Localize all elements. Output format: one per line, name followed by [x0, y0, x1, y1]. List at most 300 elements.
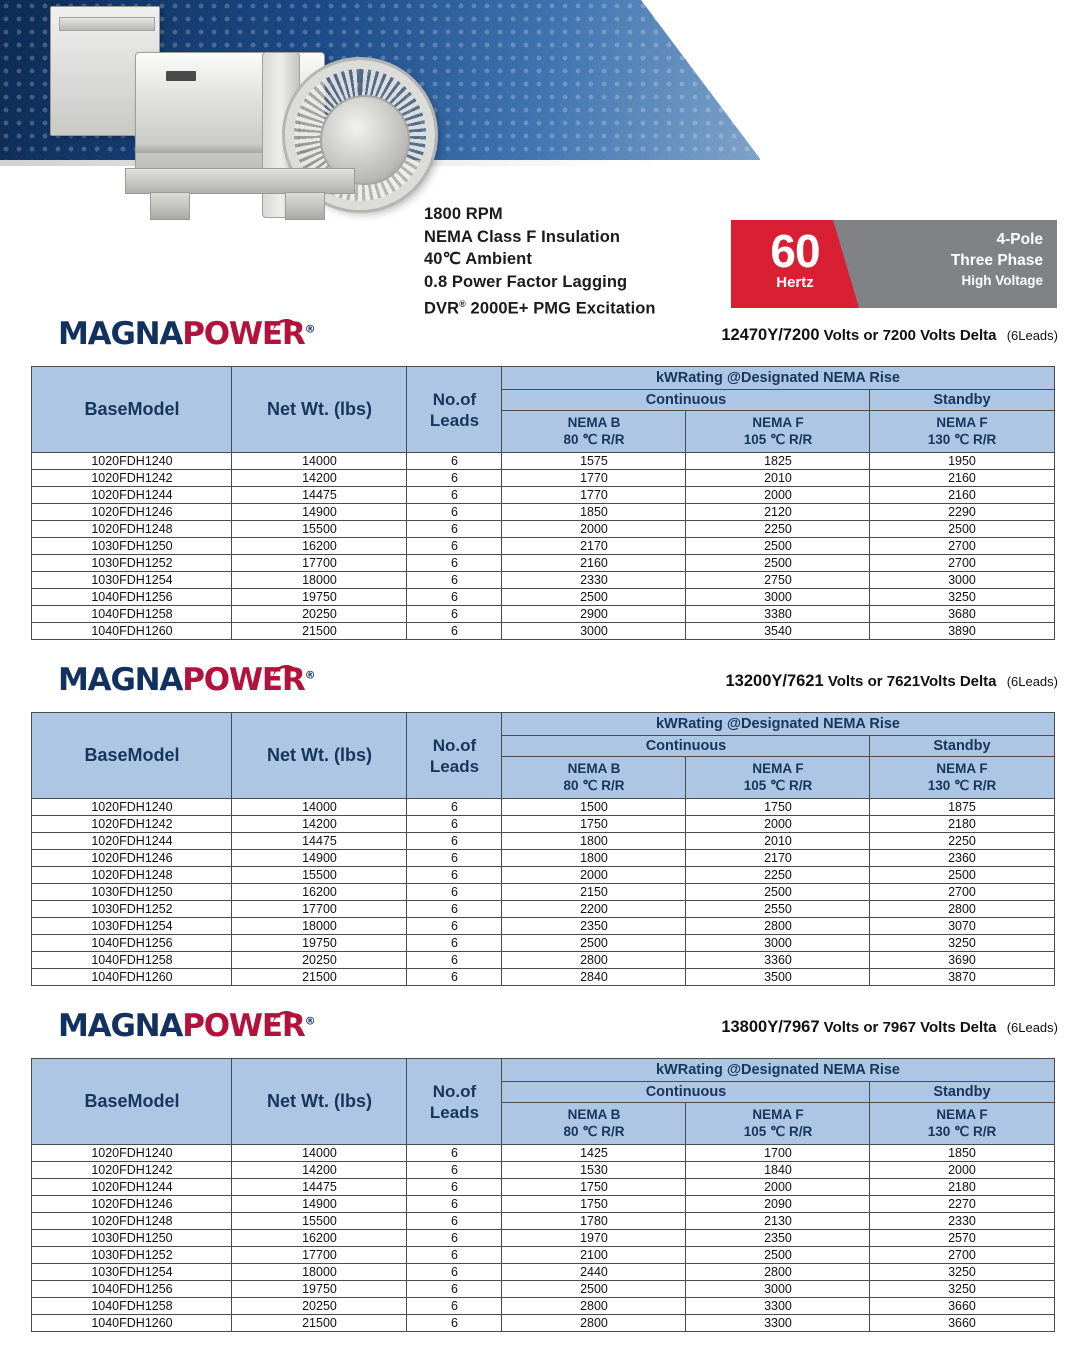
magnapower-logo-2	[58, 662, 314, 698]
voltage-value-3: 13800Y/7967	[721, 1018, 820, 1036]
cell-nema-f-standby: 2700	[870, 555, 1054, 572]
th-standby-1: Standby	[870, 390, 1054, 411]
cell-leads: 6	[407, 1247, 502, 1264]
cell-base-model: 1040FDH1260	[32, 1315, 232, 1332]
table-row	[32, 1213, 1054, 1230]
table-row	[32, 935, 1054, 952]
cell-base-model: 1030FDH1252	[32, 1247, 232, 1264]
cell-nema-b: 2150	[502, 884, 686, 901]
th-kw-rating-3: kWRating @Designated NEMA Rise	[502, 1059, 1054, 1082]
cell-net-weight: 16200	[232, 538, 407, 555]
th-base-model-3: BaseModel	[32, 1059, 232, 1145]
th-base-model-1: BaseModel	[32, 367, 232, 453]
cell-leads: 6	[407, 1315, 502, 1332]
voltage-rest-3: Volts or 7967 Volts Delta	[823, 1019, 997, 1036]
cell-leads: 6	[407, 935, 502, 952]
cell-base-model: 1030FDH1250	[32, 884, 232, 901]
cell-leads: 6	[407, 555, 502, 572]
ratings-table-2	[31, 712, 1054, 986]
cell-nema-f-continuous: 1825	[686, 453, 870, 470]
cell-nema-f-continuous: 1700	[686, 1145, 870, 1162]
cell-nema-f-standby: 2360	[870, 850, 1054, 867]
cell-nema-f-standby: 1875	[870, 799, 1054, 816]
cell-nema-f-continuous: 3500	[686, 969, 870, 986]
cell-base-model: 1030FDH1254	[32, 572, 232, 589]
cell-net-weight: 14900	[232, 504, 407, 521]
table-row	[32, 1196, 1054, 1213]
cell-nema-f-standby: 3660	[870, 1315, 1054, 1332]
cell-base-model: 1020FDH1244	[32, 833, 232, 850]
section-13800	[0, 1008, 1086, 1332]
cell-leads: 6	[407, 901, 502, 918]
cell-net-weight: 16200	[232, 1230, 407, 1247]
cell-nema-f-standby: 3660	[870, 1298, 1054, 1315]
cell-leads: 6	[407, 799, 502, 816]
section-13200	[0, 662, 1086, 986]
cell-nema-f-continuous: 2130	[686, 1213, 870, 1230]
cell-net-weight: 17700	[232, 901, 407, 918]
cell-leads: 6	[407, 816, 502, 833]
th-leads-line2-1: Leads	[429, 410, 480, 430]
cell-nema-b: 2170	[502, 538, 686, 555]
logo-text-magna: MAGNA	[58, 316, 183, 352]
cell-nema-b: 2800	[502, 952, 686, 969]
cell-leads: 6	[407, 850, 502, 867]
cell-net-weight: 16200	[232, 884, 407, 901]
th-nema-b-label-2: NEMA B	[567, 761, 621, 776]
cell-nema-b: 2440	[502, 1264, 686, 1281]
th-nema-b-sub-2: 80 ℃ R/R	[563, 778, 625, 793]
th-nema-f-sb-label-3: NEMA F	[936, 1107, 988, 1122]
cell-nema-b: 2500	[502, 1281, 686, 1298]
table-row	[32, 504, 1054, 521]
th-nema-f-cont-3	[686, 1103, 870, 1145]
cell-base-model: 1020FDH1248	[32, 521, 232, 538]
table-row	[32, 606, 1054, 623]
th-leads-line1-3: No.of	[432, 1081, 477, 1101]
cell-nema-f-continuous: 3540	[686, 623, 870, 640]
th-leads-line2-2: Leads	[429, 756, 480, 776]
cell-base-model: 1020FDH1240	[32, 453, 232, 470]
cell-nema-f-standby: 2700	[870, 884, 1054, 901]
leads-note-3: (6Leads)	[1006, 1020, 1058, 1035]
th-nema-f-sb-sub-1: 130 ℃ R/R	[927, 432, 997, 447]
cell-nema-b: 1970	[502, 1230, 686, 1247]
generator-foot-left	[150, 192, 190, 220]
cell-net-weight: 19750	[232, 589, 407, 606]
cell-leads: 6	[407, 1213, 502, 1230]
ratings-table-1	[31, 366, 1054, 640]
cell-nema-b: 2350	[502, 918, 686, 935]
cell-leads: 6	[407, 952, 502, 969]
th-nema-f-sb-label-1: NEMA F	[936, 415, 988, 430]
cell-base-model: 1040FDH1258	[32, 1298, 232, 1315]
cell-nema-b: 1425	[502, 1145, 686, 1162]
pole-count: 4-Pole	[996, 231, 1043, 248]
cell-leads: 6	[407, 833, 502, 850]
cell-leads: 6	[407, 1298, 502, 1315]
table-row	[32, 901, 1054, 918]
table-row	[32, 1315, 1054, 1332]
cell-nema-f-continuous: 2000	[686, 487, 870, 504]
table-row	[32, 1247, 1054, 1264]
th-leads-2	[407, 713, 502, 799]
cell-base-model: 1020FDH1248	[32, 867, 232, 884]
th-leads-3	[407, 1059, 502, 1145]
cell-nema-f-standby: 1950	[870, 453, 1054, 470]
cell-nema-f-standby: 2290	[870, 504, 1054, 521]
cell-base-model: 1030FDH1250	[32, 538, 232, 555]
th-kw-rating-2: kWRating @Designated NEMA Rise	[502, 713, 1054, 736]
cell-nema-f-standby: 3680	[870, 606, 1054, 623]
cell-leads: 6	[407, 884, 502, 901]
cell-nema-f-standby: 2000	[870, 1162, 1054, 1179]
cell-leads: 6	[407, 470, 502, 487]
th-nema-f-sb-sub-2: 130 ℃ R/R	[927, 778, 997, 793]
logo-text-power-2: POWER	[182, 662, 305, 698]
cell-nema-f-continuous: 2500	[686, 555, 870, 572]
table-row	[32, 1162, 1054, 1179]
cell-nema-f-standby: 2700	[870, 538, 1054, 555]
cell-base-model: 1040FDH1258	[32, 952, 232, 969]
th-continuous-2: Continuous	[502, 736, 870, 757]
cell-nema-b: 1750	[502, 816, 686, 833]
pole-badge	[859, 220, 1057, 308]
cell-nema-b: 2500	[502, 589, 686, 606]
cell-net-weight: 19750	[232, 935, 407, 952]
table-row	[32, 1298, 1054, 1315]
cell-base-model: 1020FDH1246	[32, 1196, 232, 1213]
cell-nema-f-continuous: 2120	[686, 504, 870, 521]
th-nema-b-label-1: NEMA B	[567, 415, 621, 430]
cell-nema-f-continuous: 3300	[686, 1315, 870, 1332]
cell-leads: 6	[407, 1196, 502, 1213]
cell-net-weight: 14200	[232, 816, 407, 833]
cell-nema-f-continuous: 3000	[686, 935, 870, 952]
cell-nema-f-standby: 2330	[870, 1213, 1054, 1230]
table-row	[32, 952, 1054, 969]
leads-note-1: (6Leads)	[1006, 328, 1058, 343]
generator-foot-right	[285, 192, 325, 220]
th-nema-f-cont-label-1: NEMA F	[752, 415, 804, 430]
cell-net-weight: 14475	[232, 1179, 407, 1196]
cell-nema-f-continuous: 2500	[686, 538, 870, 555]
th-nema-b-3	[502, 1103, 686, 1145]
table-row	[32, 969, 1054, 986]
cell-nema-f-standby: 2500	[870, 521, 1054, 538]
voltage-value-1: 12470Y/7200	[721, 326, 820, 344]
cell-net-weight: 19750	[232, 1281, 407, 1298]
cell-nema-f-standby: 2180	[870, 1179, 1054, 1196]
cell-nema-f-continuous: 2010	[686, 833, 870, 850]
cell-nema-b: 1770	[502, 470, 686, 487]
cell-nema-f-standby: 2500	[870, 867, 1054, 884]
cell-base-model: 1020FDH1242	[32, 1162, 232, 1179]
section-header-2	[0, 662, 1086, 712]
cell-nema-f-continuous: 3000	[686, 1281, 870, 1298]
cell-nema-f-continuous: 3300	[686, 1298, 870, 1315]
cell-nema-f-continuous: 2750	[686, 572, 870, 589]
voltage-rest-1: Volts or 7200 Volts Delta	[823, 327, 997, 344]
cell-leads: 6	[407, 572, 502, 589]
voltage-title-3	[721, 1018, 1058, 1037]
logo-registered-mark-3: ®	[304, 1014, 315, 1028]
table-row	[32, 1230, 1054, 1247]
section-header-3	[0, 1008, 1086, 1058]
th-leads-line1-2: No.of	[432, 735, 477, 755]
cell-net-weight: 14900	[232, 850, 407, 867]
cell-nema-f-standby: 3070	[870, 918, 1054, 935]
th-nema-f-cont-1	[686, 411, 870, 453]
cell-base-model: 1020FDH1248	[32, 1213, 232, 1230]
table-row	[32, 833, 1054, 850]
cell-net-weight: 14000	[232, 799, 407, 816]
cell-base-model: 1020FDH1242	[32, 816, 232, 833]
table-row	[32, 470, 1054, 487]
cell-base-model: 1030FDH1252	[32, 555, 232, 572]
phase-type: Three Phase	[950, 252, 1043, 269]
th-continuous-3: Continuous	[502, 1082, 870, 1103]
cell-nema-f-standby: 3890	[870, 623, 1054, 640]
cell-base-model: 1020FDH1246	[32, 504, 232, 521]
cell-net-weight: 15500	[232, 867, 407, 884]
cell-leads: 6	[407, 589, 502, 606]
cell-nema-f-standby: 2160	[870, 470, 1054, 487]
ratings-tbody-3	[32, 1145, 1054, 1332]
cell-nema-b: 2500	[502, 935, 686, 952]
cell-nema-f-continuous: 2800	[686, 918, 870, 935]
hertz-label: Hertz	[776, 274, 814, 291]
cell-base-model: 1020FDH1244	[32, 1179, 232, 1196]
cell-base-model: 1030FDH1254	[32, 918, 232, 935]
cell-nema-f-continuous: 2170	[686, 850, 870, 867]
magnapower-logo-3	[58, 1008, 314, 1044]
cell-nema-b: 1770	[502, 487, 686, 504]
cell-net-weight: 20250	[232, 1298, 407, 1315]
cell-leads: 6	[407, 453, 502, 470]
cell-nema-b: 1800	[502, 850, 686, 867]
cell-leads: 6	[407, 918, 502, 935]
cell-leads: 6	[407, 623, 502, 640]
cell-base-model: 1040FDH1260	[32, 623, 232, 640]
table-row	[32, 538, 1054, 555]
table-row	[32, 1281, 1054, 1298]
th-net-weight-3: Net Wt. (lbs)	[232, 1059, 407, 1145]
cell-leads: 6	[407, 1162, 502, 1179]
th-standby-3: Standby	[870, 1082, 1054, 1103]
cell-leads: 6	[407, 606, 502, 623]
cell-net-weight: 21500	[232, 969, 407, 986]
cell-base-model: 1020FDH1240	[32, 799, 232, 816]
cell-nema-f-continuous: 2000	[686, 816, 870, 833]
spec-power-factor: 0.8 Power Factor Lagging	[424, 272, 628, 291]
cell-base-model: 1040FDH1256	[32, 935, 232, 952]
th-nema-f-sb-sub-3: 130 ℃ R/R	[927, 1124, 997, 1139]
th-nema-f-cont-label-2: NEMA F	[752, 761, 804, 776]
cell-nema-f-standby: 3250	[870, 1281, 1054, 1298]
voltage-class: High Voltage	[961, 273, 1043, 288]
cell-leads: 6	[407, 504, 502, 521]
cell-leads: 6	[407, 487, 502, 504]
cell-base-model: 1020FDH1246	[32, 850, 232, 867]
logo-registered-mark-2: ®	[304, 668, 315, 682]
specifications-list	[424, 203, 656, 320]
cell-leads: 6	[407, 1230, 502, 1247]
ratings-tbody-2	[32, 799, 1054, 986]
th-nema-f-cont-label-3: NEMA F	[752, 1107, 804, 1122]
cell-nema-f-continuous: 2250	[686, 521, 870, 538]
cell-nema-f-continuous: 2500	[686, 884, 870, 901]
th-base-model-2: BaseModel	[32, 713, 232, 799]
th-nema-f-cont-sub-3: 105 ℃ R/R	[743, 1124, 813, 1139]
cell-nema-f-standby: 2570	[870, 1230, 1054, 1247]
cell-nema-f-standby: 3690	[870, 952, 1054, 969]
cell-net-weight: 18000	[232, 572, 407, 589]
cell-base-model: 1030FDH1252	[32, 901, 232, 918]
cell-net-weight: 14000	[232, 453, 407, 470]
cell-nema-b: 2160	[502, 555, 686, 572]
cell-base-model: 1040FDH1256	[32, 1281, 232, 1298]
th-leads-1	[407, 367, 502, 453]
cell-net-weight: 17700	[232, 1247, 407, 1264]
cell-nema-b: 2330	[502, 572, 686, 589]
cell-base-model: 1030FDH1250	[32, 1230, 232, 1247]
cell-base-model: 1040FDH1256	[32, 589, 232, 606]
th-nema-f-sb-2	[870, 757, 1054, 799]
cell-nema-b: 1575	[502, 453, 686, 470]
cell-nema-f-standby: 3250	[870, 935, 1054, 952]
th-nema-f-sb-3	[870, 1103, 1054, 1145]
cell-net-weight: 14475	[232, 487, 407, 504]
cell-nema-b: 3000	[502, 623, 686, 640]
logo-text-magna-3: MAGNA	[58, 1008, 183, 1044]
cell-leads: 6	[407, 1264, 502, 1281]
cell-nema-f-continuous: 1750	[686, 799, 870, 816]
cell-base-model: 1020FDH1240	[32, 1145, 232, 1162]
th-nema-b-sub-1: 80 ℃ R/R	[563, 432, 625, 447]
cell-nema-b: 1750	[502, 1179, 686, 1196]
cell-net-weight: 14200	[232, 470, 407, 487]
section-header-1	[0, 316, 1086, 366]
cell-net-weight: 14475	[232, 833, 407, 850]
table-row	[32, 453, 1054, 470]
logo-registered-mark: ®	[304, 322, 315, 336]
table-row	[32, 850, 1054, 867]
generator-base	[125, 168, 355, 194]
cell-nema-f-standby: 3250	[870, 1264, 1054, 1281]
section-12470	[0, 316, 1086, 640]
cell-leads: 6	[407, 867, 502, 884]
voltage-rest-2: Volts or 7621Volts Delta	[827, 673, 997, 690]
th-nema-b-1	[502, 411, 686, 453]
cell-nema-f-continuous: 2800	[686, 1264, 870, 1281]
cell-net-weight: 20250	[232, 952, 407, 969]
cell-net-weight: 15500	[232, 1213, 407, 1230]
spec-rpm: 1800 RPM	[424, 205, 503, 223]
cell-net-weight: 18000	[232, 918, 407, 935]
cell-net-weight: 15500	[232, 521, 407, 538]
cell-nema-f-continuous: 2500	[686, 1247, 870, 1264]
cell-nema-f-continuous: 1840	[686, 1162, 870, 1179]
table-row	[32, 1264, 1054, 1281]
cell-net-weight: 20250	[232, 606, 407, 623]
th-leads-line2-3: Leads	[429, 1102, 480, 1122]
cell-nema-f-standby: 2180	[870, 816, 1054, 833]
cell-nema-f-continuous: 2090	[686, 1196, 870, 1213]
cell-nema-f-continuous: 3360	[686, 952, 870, 969]
table-row	[32, 867, 1054, 884]
cell-net-weight: 17700	[232, 555, 407, 572]
cell-nema-b: 2000	[502, 521, 686, 538]
cell-nema-f-standby: 3000	[870, 572, 1054, 589]
cell-net-weight: 21500	[232, 623, 407, 640]
voltage-title-2	[725, 672, 1058, 691]
cell-nema-f-standby: 2270	[870, 1196, 1054, 1213]
cell-nema-b: 2000	[502, 867, 686, 884]
magnapower-logo-1	[58, 316, 314, 352]
th-nema-f-sb-1	[870, 411, 1054, 453]
cell-net-weight: 14000	[232, 1145, 407, 1162]
cell-nema-f-continuous: 3380	[686, 606, 870, 623]
cell-nema-b: 1750	[502, 1196, 686, 1213]
cell-nema-b: 2840	[502, 969, 686, 986]
leads-note-2: (6Leads)	[1006, 674, 1058, 689]
cell-nema-f-continuous: 2250	[686, 867, 870, 884]
cell-nema-f-continuous: 2010	[686, 470, 870, 487]
table-row	[32, 816, 1054, 833]
table-row	[32, 884, 1054, 901]
cell-net-weight: 18000	[232, 1264, 407, 1281]
cell-nema-f-standby: 2160	[870, 487, 1054, 504]
table-row	[32, 521, 1054, 538]
cell-leads: 6	[407, 538, 502, 555]
th-kw-rating-1: kWRating @Designated NEMA Rise	[502, 367, 1054, 390]
table-row	[32, 572, 1054, 589]
cell-base-model: 1040FDH1260	[32, 969, 232, 986]
th-net-weight-2: Net Wt. (lbs)	[232, 713, 407, 799]
cell-nema-f-standby: 2800	[870, 901, 1054, 918]
cell-leads: 6	[407, 1281, 502, 1298]
table-row	[32, 589, 1054, 606]
cell-nema-f-continuous: 2000	[686, 1179, 870, 1196]
ratings-table-3	[31, 1058, 1054, 1332]
table-row	[32, 555, 1054, 572]
cell-nema-f-standby: 3870	[870, 969, 1054, 986]
cell-leads: 6	[407, 969, 502, 986]
spec-excitation: DVR® 2000E+ PMG Excitation	[424, 299, 656, 318]
cell-nema-f-standby: 2250	[870, 833, 1054, 850]
generator-product-image	[30, 0, 450, 250]
cell-nema-b: 2800	[502, 1298, 686, 1315]
cell-leads: 6	[407, 521, 502, 538]
th-standby-2: Standby	[870, 736, 1054, 757]
cell-leads: 6	[407, 1179, 502, 1196]
cell-nema-b: 1530	[502, 1162, 686, 1179]
cell-base-model: 1040FDH1258	[32, 606, 232, 623]
hertz-number: 60	[770, 225, 820, 277]
cell-nema-b: 2200	[502, 901, 686, 918]
th-leads-line1-1: No.of	[432, 389, 477, 409]
cell-nema-b: 2900	[502, 606, 686, 623]
th-nema-f-cont-2	[686, 757, 870, 799]
voltage-title-1	[721, 326, 1058, 345]
cell-net-weight: 14200	[232, 1162, 407, 1179]
cell-nema-f-standby: 2700	[870, 1247, 1054, 1264]
voltage-value-2: 13200Y/7621	[725, 672, 824, 690]
table-row	[32, 918, 1054, 935]
cell-nema-f-standby: 3250	[870, 589, 1054, 606]
cell-nema-b: 1800	[502, 833, 686, 850]
